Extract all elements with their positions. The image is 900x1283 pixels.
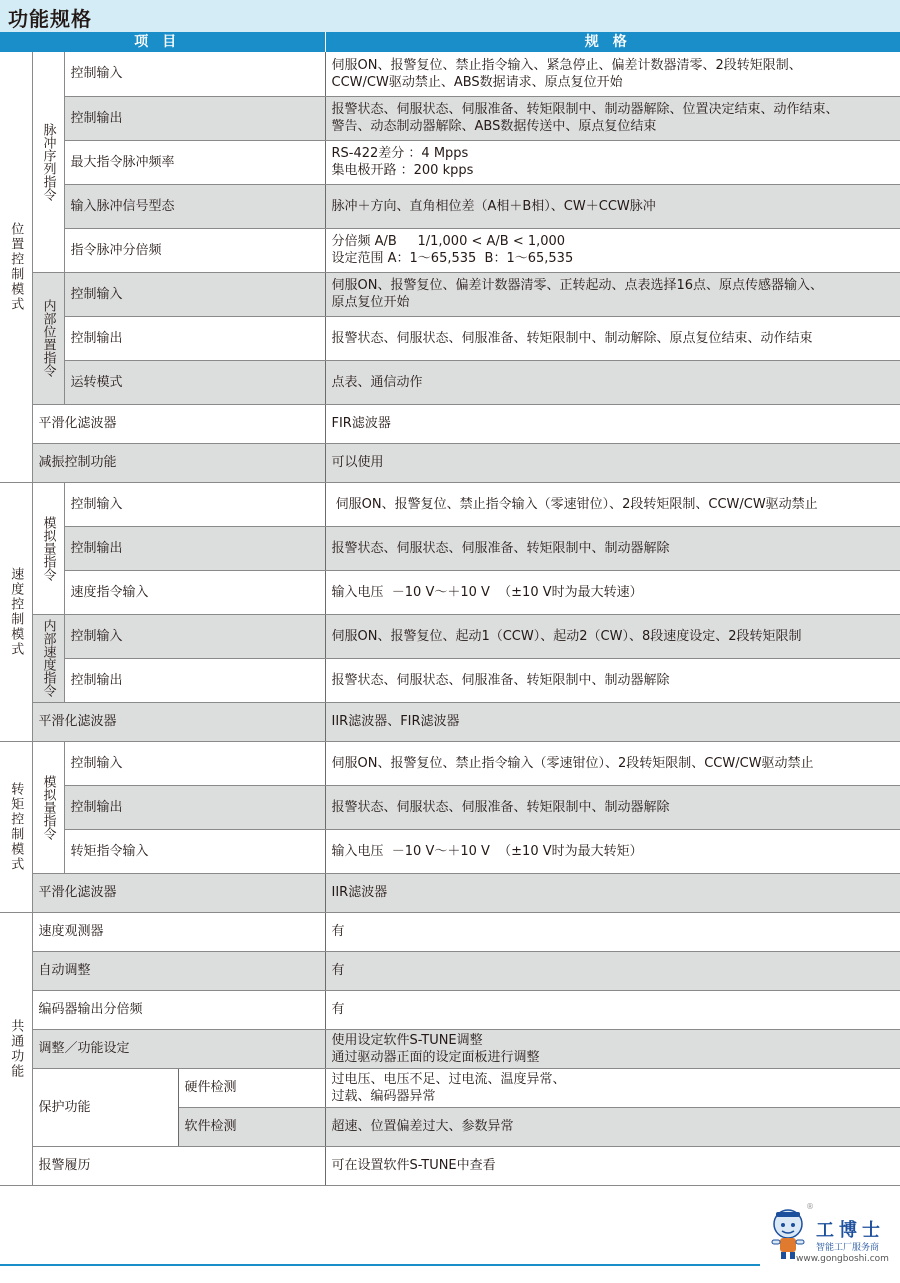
logo-tagline: 智能工厂服务商 [816, 1243, 880, 1253]
page-title: 功能规格 [8, 7, 92, 31]
row-name: 控制输出 [64, 96, 325, 140]
mode-torque: 转矩控制模式 [0, 741, 32, 912]
mode-common: 共通功能 [0, 912, 32, 1185]
row-spec: 点表、通信动作 [325, 360, 900, 404]
row-name: 控制输出 [64, 316, 325, 360]
row-spec: 报警状态、伺服状态、伺服准备、转矩限制中、制动器解除 [325, 658, 900, 702]
row-spec: 可在设置软件S-TUNE中查看 [325, 1146, 900, 1185]
group-analog-speed: 模拟量指令 [32, 482, 64, 614]
mode-position: 位置控制模式 [0, 52, 32, 482]
row-spec: 报警状态、伺服状态、伺服准备、转矩限制中、制动器解除、位置决定结束、动作结束、 警告、动态制动器解除、ABS数据传送中、原点复位结束 [325, 96, 900, 140]
row-name: 控制输入 [64, 52, 325, 96]
row-name: 编码器输出分倍频 [32, 990, 325, 1029]
group-internal-position: 内部位置指令 [32, 272, 64, 404]
row-spec: RS-422差分 ：4 Mpps 集电极开路 ：200 kpps [325, 140, 900, 184]
title-bar [0, 0, 900, 32]
row-spec: 有 [325, 951, 900, 990]
row-name: 运转模式 [64, 360, 325, 404]
row-name: 控制输入 [64, 614, 325, 658]
row-spec: 输入电压 －10 V～＋10 V （±10 V时为最大转矩） [325, 829, 900, 873]
group-internal-speed: 内部速度指令 [32, 614, 64, 702]
row-spec: 输入电压 －10 V～＋10 V （±10 V时为最大转速） [325, 570, 900, 614]
row-name: 报警履历 [32, 1146, 325, 1185]
mode-speed: 速度控制模式 [0, 482, 32, 741]
group-pulse-train: 脉冲序列指令 [32, 52, 64, 272]
row-name: 平滑化滤波器 [32, 873, 325, 912]
row-spec: 脉冲＋方向、直角相位差（A相＋B相）、CW＋CCW脉冲 [325, 184, 900, 228]
row-spec: FIR滤波器 [325, 404, 900, 443]
row-name: 减振控制功能 [32, 443, 325, 482]
logo-brand: 工博士 [816, 1220, 885, 1241]
group-analog-torque: 模拟量指令 [32, 741, 64, 873]
row-spec: 伺服ON、报警复位、禁止指令输入（零速钳位）、2段转矩限制、CCW/CW驱动禁止 [325, 741, 900, 785]
header-item: 项目 [0, 32, 325, 52]
row-name: 速度指令输入 [64, 570, 325, 614]
row-name: 保护功能 [32, 1068, 178, 1146]
watermark-logo [766, 1202, 896, 1270]
row-spec: IIR滤波器、FIR滤波器 [325, 702, 900, 741]
registered-mark: ® [806, 1202, 814, 1211]
row-spec: 伺服ON、报警复位、起动1（CCW）、起动2（CW）、8段速度设定、2段转矩限制 [325, 614, 900, 658]
row-name: 最大指令脉冲频率 [64, 140, 325, 184]
bottom-divider [0, 1264, 760, 1266]
row-spec: 有 [325, 912, 900, 951]
row-spec: 使用设定软件S-TUNE调整 通过驱动器正面的设定面板进行调整 [325, 1029, 900, 1068]
row-name: 控制输入 [64, 272, 325, 316]
row-name: 平滑化滤波器 [32, 404, 325, 443]
row-name: 指令脉冲分倍频 [64, 228, 325, 272]
logo-url: www.gongboshi.com [796, 1254, 889, 1264]
row-spec: 分倍频 A/B 1/1,000 < A/B < 1,000 设定范围 A：1～65,535 B：1～65,535 [325, 228, 900, 272]
row-name: 控制输出 [64, 658, 325, 702]
row-spec: 伺服ON、报警复位、禁止指令输入、紧急停止、偏差计数器清零、2段转矩限制、 CCW/CW驱动禁止、ABS数据请求、原点复位开始 [325, 52, 900, 96]
row-spec: 可以使用 [325, 443, 900, 482]
row-name: 平滑化滤波器 [32, 702, 325, 741]
row-name: 控制输出 [64, 785, 325, 829]
row-subname: 软件检测 [178, 1107, 325, 1146]
row-name: 转矩指令输入 [64, 829, 325, 873]
row-spec: 超速、位置偏差过大、参数异常 [325, 1107, 900, 1146]
row-spec: 报警状态、伺服状态、伺服准备、转矩限制中、制动器解除 [325, 526, 900, 570]
row-name: 调整／功能设定 [32, 1029, 325, 1068]
row-spec: 伺服ON、报警复位、偏差计数器清零、正转起动、点表选择16点、原点传感器输入、 原点复位开始 [325, 272, 900, 316]
row-name: 控制输入 [64, 741, 325, 785]
row-spec: 过电压、电压不足、过电流、温度异常、 过载、编码器异常 [325, 1068, 900, 1107]
row-name: 控制输出 [64, 526, 325, 570]
spec-table [0, 32, 900, 1186]
header-spec: 规格 [325, 32, 900, 52]
row-name: 速度观测器 [32, 912, 325, 951]
row-spec: 报警状态、伺服状态、伺服准备、转矩限制中、制动解除、原点复位结束、动作结束 [325, 316, 900, 360]
row-name: 输入脉冲信号型态 [64, 184, 325, 228]
row-subname: 硬件检测 [178, 1068, 325, 1107]
row-name: 自动调整 [32, 951, 325, 990]
row-spec: 报警状态、伺服状态、伺服准备、转矩限制中、制动器解除 [325, 785, 900, 829]
row-spec: 伺服ON、报警复位、禁止指令输入（零速钳位）、2段转矩限制、CCW/CW驱动禁止 [325, 482, 900, 526]
row-spec: 有 [325, 990, 900, 1029]
row-spec: IIR滤波器 [325, 873, 900, 912]
row-name: 控制输入 [64, 482, 325, 526]
